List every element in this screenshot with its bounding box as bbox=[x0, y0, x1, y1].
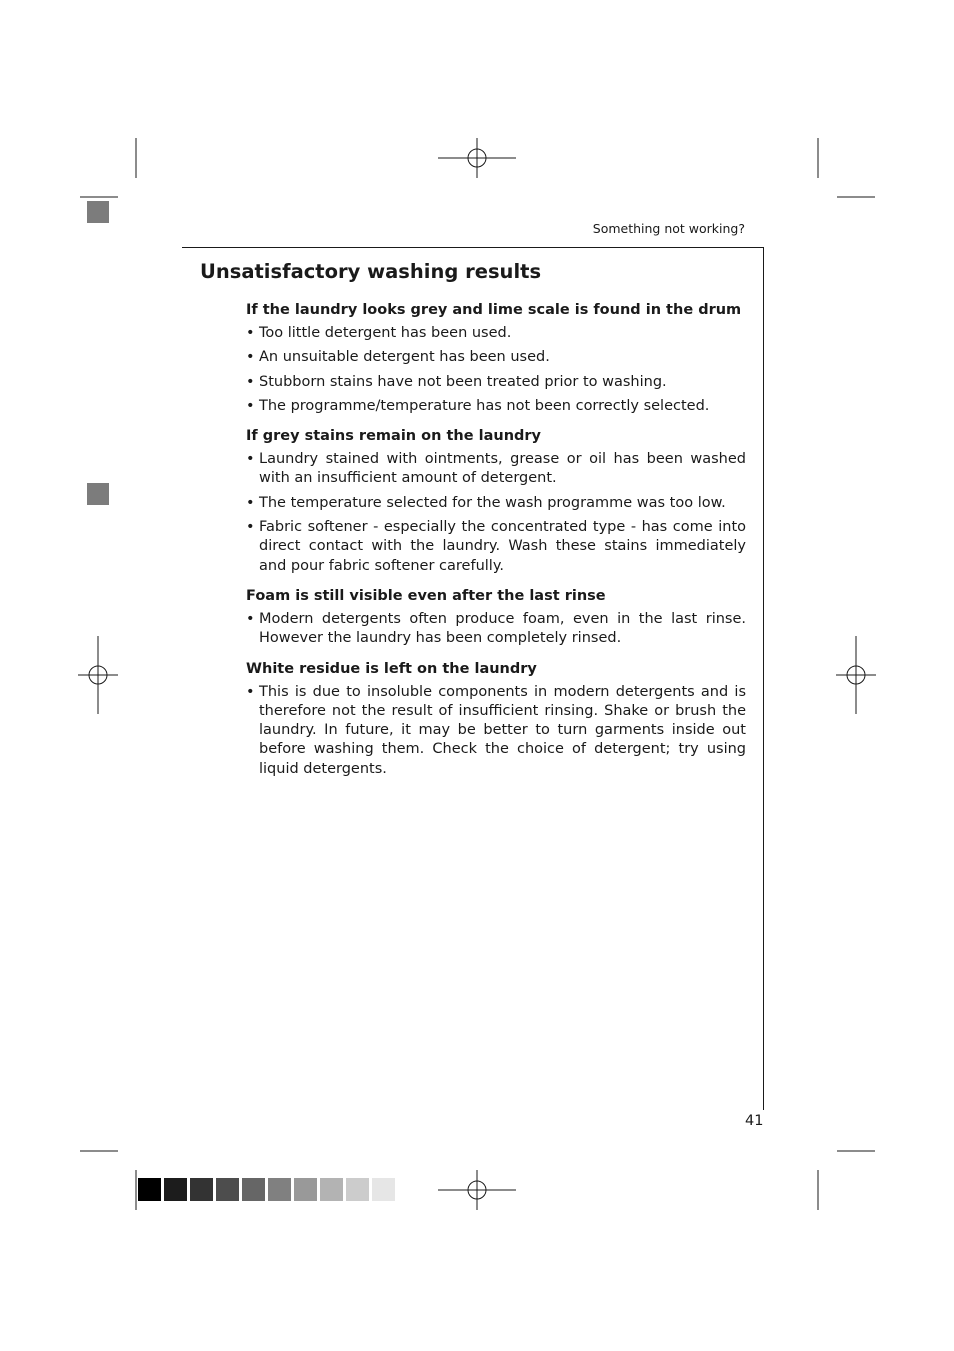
registration-mark-right-icon bbox=[836, 636, 876, 714]
registration-mark-left-icon bbox=[78, 636, 118, 714]
color-swatch bbox=[294, 1178, 317, 1201]
section-heading: If the laundry looks grey and lime scale is found in the drum bbox=[246, 302, 742, 318]
running-header: Something not working? bbox=[592, 221, 745, 236]
bullet-list bbox=[246, 610, 746, 649]
list-item: • This is due to insoluble components in modern detergents and is therefore not the result of insufficient rinsing. Shake or brush the laundry. In future, it may be better to turn garments inside out before washing them. Check the choice of detergent; try using liquid detergents. bbox=[246, 683, 746, 779]
bullet-list bbox=[246, 683, 746, 779]
registration-mark-top-icon bbox=[438, 138, 516, 178]
list-item: • Modern detergents often produce foam, even in the last rinse. However the laundry has been completely rinsed. bbox=[246, 610, 746, 649]
list-item: • Stubborn stains have not been treated prior to washing. bbox=[246, 373, 746, 392]
color-swatch bbox=[320, 1178, 343, 1201]
color-swatch bbox=[242, 1178, 265, 1201]
side-tab-block-middle bbox=[87, 483, 109, 505]
section-grey-stains bbox=[246, 426, 746, 576]
color-swatch bbox=[372, 1178, 395, 1201]
section-heading: If grey stains remain on the laundry bbox=[246, 428, 542, 445]
section-foam bbox=[246, 586, 746, 649]
section-white-residue bbox=[246, 659, 746, 779]
color-swatch bbox=[164, 1178, 187, 1201]
color-swatch bbox=[346, 1178, 369, 1201]
page-title: Unsatisfactory washing results bbox=[200, 260, 542, 283]
bullet-list bbox=[246, 450, 746, 576]
page-number: 41 bbox=[745, 1113, 764, 1129]
content-body bbox=[246, 300, 746, 789]
header-rule bbox=[182, 247, 764, 248]
color-swatch bbox=[268, 1178, 291, 1201]
list-item: • Fabric softener - especially the concentrated type - has come into direct contact with the laundry. Wash these stains immediately and pour fabric softener carefully. bbox=[246, 518, 746, 576]
list-item: • An unsuitable detergent has been used. bbox=[246, 348, 746, 367]
bullet-list bbox=[246, 324, 746, 416]
section-heading: Foam is still visible even after the last rinse bbox=[246, 587, 606, 604]
side-tab-block-top bbox=[87, 201, 109, 223]
color-swatch bbox=[138, 1178, 161, 1201]
list-item: • The temperature selected for the wash programme was too low. bbox=[246, 494, 746, 513]
registration-mark-bottom-icon bbox=[438, 1170, 516, 1210]
list-item: • Laundry stained with ointments, grease or oil has been washed with an insufficient amount of detergent. bbox=[246, 450, 746, 489]
margin-rule bbox=[763, 247, 764, 1110]
color-calibration-strip bbox=[138, 1178, 395, 1201]
color-swatch bbox=[216, 1178, 239, 1201]
section-grey-laundry bbox=[246, 300, 746, 416]
color-swatch bbox=[190, 1178, 213, 1201]
list-item: • Too little detergent has been used. bbox=[246, 324, 746, 343]
list-item: • The programme/temperature has not been correctly selected. bbox=[246, 397, 746, 416]
section-heading: White residue is left on the laundry bbox=[246, 660, 537, 677]
